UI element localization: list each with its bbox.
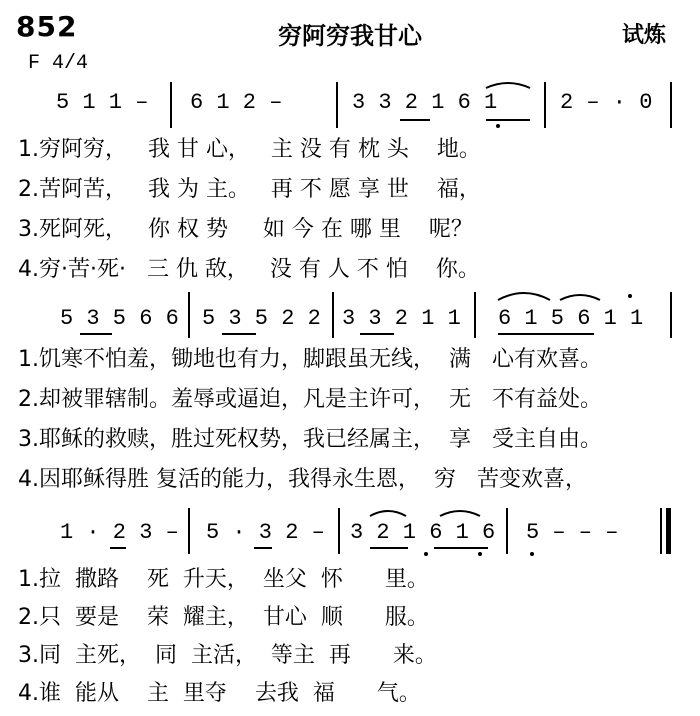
hymn-title: 穷阿穷我甘心 bbox=[278, 22, 422, 50]
lyric-line: 1.饥寒不怕羞，锄地也有力，脚跟虽无线， 满 心有欢喜。 bbox=[18, 347, 602, 372]
measure: 5 · 3 2 – bbox=[206, 520, 325, 545]
lyric-line: 1.穷阿穷， 我 甘 心， 主 没 有 枕 头 地。 bbox=[18, 137, 481, 162]
notation-marks bbox=[0, 508, 700, 554]
lyric-line: 4.穷·苦·死· 三 仇 敌， 没 有 人 不 怕 你。 bbox=[18, 257, 480, 282]
lyric-line: 3.耶稣的救赎，胜过死权势，我已经属主， 享 受主自由。 bbox=[18, 427, 602, 452]
lyric-line: 3.死阿死， 你 权 势 如 今 在 哪 里 呢？ bbox=[18, 217, 473, 242]
key-time-signature: F 4/4 bbox=[28, 52, 89, 75]
lyric-line: 2.却被罪辖制。羞辱或逼迫，凡是主许可， 无 不有益处。 bbox=[18, 387, 602, 412]
measure: 2 – · 0 bbox=[560, 90, 653, 115]
hymn-number: 852 bbox=[16, 10, 78, 43]
measure: 5 3 5 6 6 bbox=[60, 306, 179, 331]
lyric-line: 4.因耶稣得胜 复活的能力，我得永生恩， 穷 苦变欢喜， bbox=[18, 467, 587, 492]
lyric-line: 3.同 主死， 同 主活， 等主 再 来。 bbox=[18, 643, 437, 668]
music-system-3 bbox=[0, 508, 700, 708]
lyric-line: 2.只 要是 荣 耀主， 甘心 顺 服。 bbox=[18, 605, 429, 630]
measure: 6 1 5 6 1 1 bbox=[498, 306, 644, 331]
measure: 3 3 2 1 1 bbox=[342, 306, 461, 331]
measure: 1 · 2 3 – bbox=[60, 520, 179, 545]
hymn-topic: 试炼 bbox=[622, 23, 667, 48]
measure: 3 2 1 6 1 6 bbox=[350, 520, 496, 545]
music-system-2 bbox=[0, 292, 700, 492]
lyric-line: 2.苦阿苦， 我 为 主。 再 不 愿 享 世 福， bbox=[18, 177, 481, 202]
measure: 5 – – – bbox=[526, 520, 619, 545]
notation-marks bbox=[0, 292, 700, 338]
measure: 5 3 5 2 2 bbox=[202, 306, 321, 331]
notation-marks bbox=[0, 82, 700, 128]
lyric-line: 4.谁 能从 主 里夺 去我 福 气。 bbox=[18, 681, 421, 706]
measure: 6 1 2 – bbox=[190, 90, 283, 115]
lyric-line: 1.拉 撒路 死 升天， 坐父 怀 里。 bbox=[18, 567, 429, 592]
music-system-1 bbox=[0, 82, 700, 282]
measure: 5 1 1 – bbox=[56, 90, 149, 115]
measure: 3 3 2 1 6 1 bbox=[352, 90, 498, 115]
